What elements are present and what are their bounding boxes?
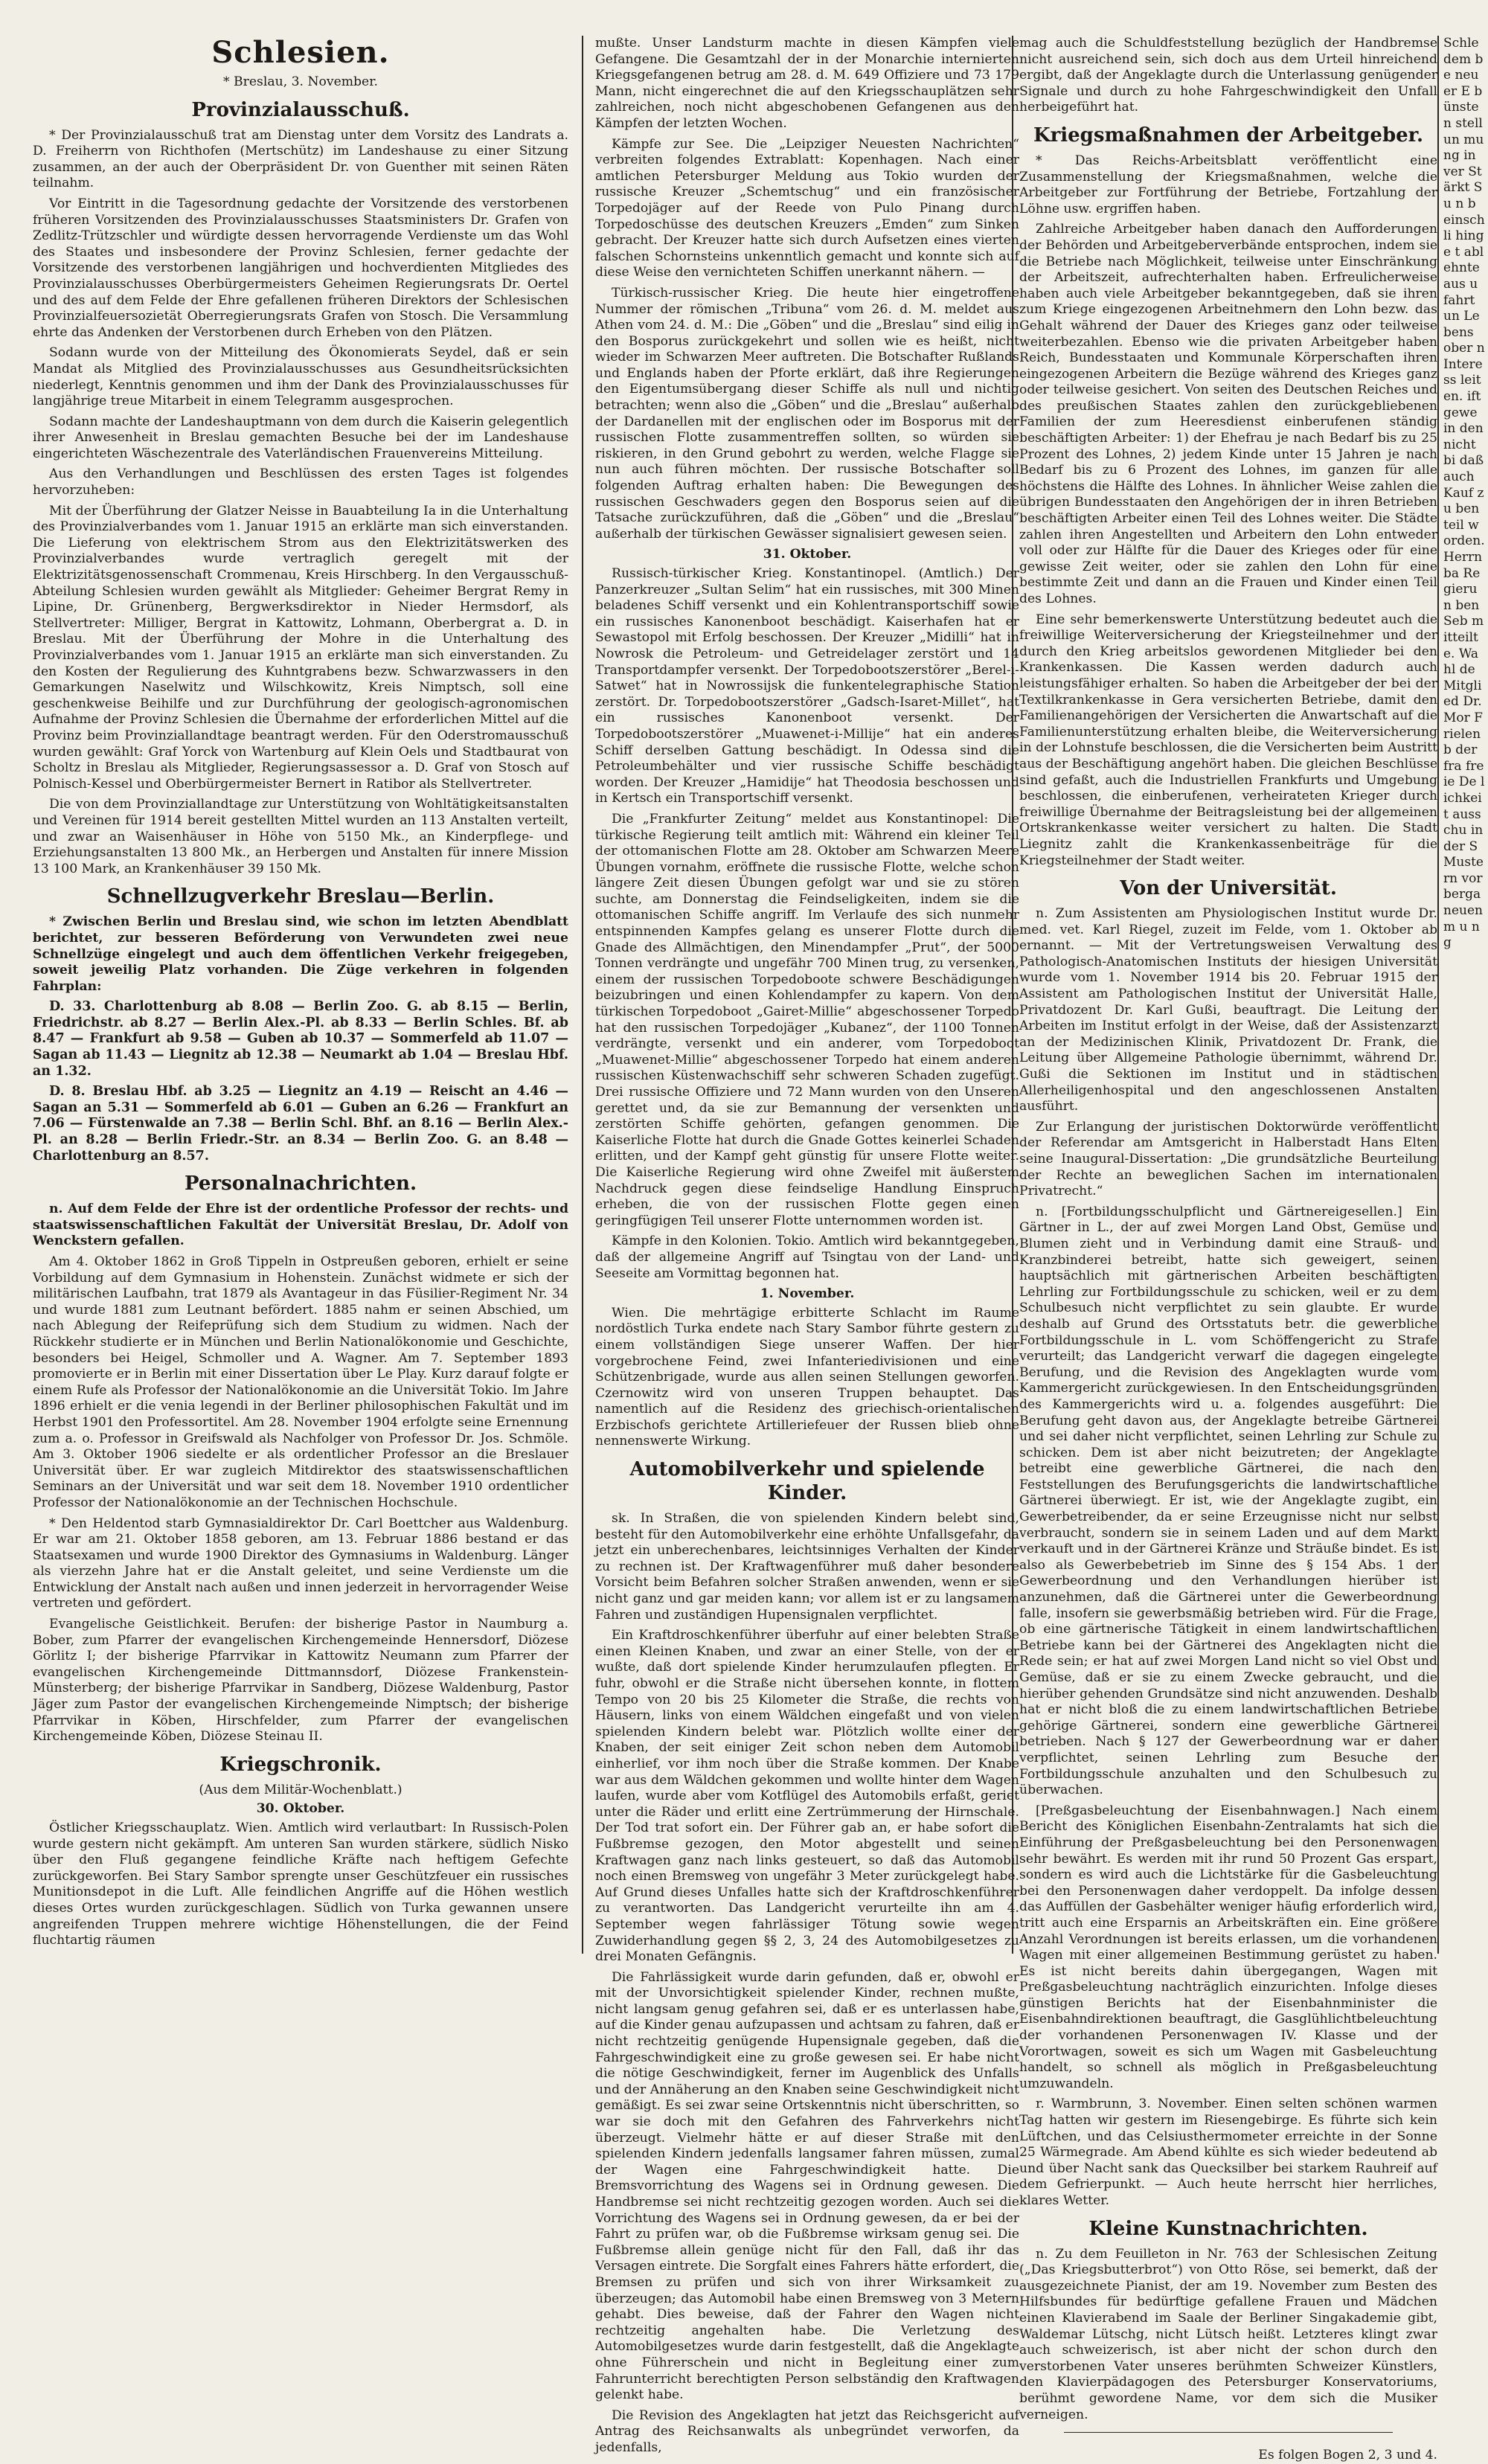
- dateline: * Breslau, 3. November.: [222, 74, 379, 89]
- column-rule: [582, 36, 583, 1954]
- column-rule: [1437, 36, 1439, 1954]
- article-heading: Schnellzugverkehr Breslau—Berlin.: [106, 885, 495, 908]
- paragraph: * Den Heldentod starb Gymnasialdirektor Dr. Carl Boettcher aus Waldenburg. Er war am 21. Oktober 1858 geboren, am 13. Februar 1886 bestand er das Staatsexamen und wurde 1900 Direktor des Gymnasiums in Waldenburg. Länger als vierzehn Jahre hat er die Anstalt geleitet, und seine Verdienste um die Entwicklung der Anstalt nach außen und innen jederzeit in hervorragender Weise vertreten und gefördert.: [33, 1515, 568, 1611]
- paragraph: Die „Frankfurter Zeitung“ meldet aus Konstantinopel: Die türkische Regierung teilt amtlich mit: Während ein kleiner Teil der ottomanischen Flotte am 28. Oktober am Schwarzen Meere Übungen vornahm, eröffnete die russische Flotte, welche schon längere Zeit diesen Übungen gefolgt war und sie zu stören suchte, am Donnerstag die Feindseligkeiten, indem sie die ottomanischen Schiffe angriff. Im Verlaufe des sich nunmehr entspinnenden Kampfes gelang es unserer Flotte durch die Gnade des Allmächtigen, den Minendampfer „Prut“, der 5000 Tonnen verdrängte und ungefähr 700 Minen trug, zu versenken, einem der russischen Torpedoboote schwere Beschädigungen beizubringen und einen Kohlendampfer zu kapern. Von dem türkischen Torpedoboot „Gairet-Millie“ abgeschossener Torpedo hat den russischen Torpedojäger „Kubanez“, der 1100 Tonnen verdrängte, versenkt und ein anderer, vom Torpedoboot „Muawenet-Millie“ abgeschossener Torpedo hat einem anderen russischen Küstenwachschiff sehr schweren Schaden zugefügt. Drei russische Offiziere und 72 Mann wurden von den Unseren gerettet und, da sie zur Bemannung der versenkten und zerstörten Schiffe gehörten, gefangen genommen. Die Kaiserliche Flotte hat durch die Gnade Gottes keinerlei Schaden erlitten, und der Kampf geht günstig für unsere Flotte weiter. Die Kaiserliche Regierung wird ohne Zweifel mit äußerstem Nachdruck gegen diese feindselige Handlung Einspruch erheben, die von der russischen Flotte gegen einen geringfügigen Teil unserer Flotte unternommen worden ist.: [595, 811, 1019, 1228]
- paragraph: Kämpfe zur See. Die „Leipziger Neuesten Nachrichten“ verbreiten folgendes Extrablatt: Kopenhagen. Nach einer amtlichen Petersburger Meldung aus Tokio wurden der russische Kreuzer „Schemtschug“ und ein französischer Torpedojäger auf der Reede von Pulo Pinang durch Torpedoschüsse des deutschen Kreuzers „Emden“ zum Sinken gebracht. Der Kreuzer hatte sich durch Aufsetzen eines vierten falschen Schornsteins unkenntlich gemacht und konnte sich auf diese Weise den vernichteten Schiffen unerkannt nähern. —: [595, 136, 1019, 280]
- paragraph: Sodann machte der Landeshauptmann von dem durch die Kaiserin gelegentlich ihrer Anwesenheit in Breslau gemachten Besuche bei der im Landeshause eingerichteten Wäschezentrale des Vaterländischen Frauenvereins Mitteilung.: [33, 414, 568, 461]
- paragraph: Kämpfe in den Kolonien. Tokio. Amtlich wird bekanntgegeben, daß der allgemeine Angriff auf Tsingtau von der Land- und Seeseite am Vormittag begonnen hat.: [595, 1233, 1019, 1281]
- paragraph: r. Warmbrunn, 3. November. Einen selten schönen warmen Tag hatten wir gestern im Riesengebirge. Es führte sich kein Lüftchen, und das Celsiusthermometer erreichte in der Sonne 25 Wärmegrade. Am Abend kühlte es sich wieder bedeutend ab und über Nacht sank das Quecksilber bei starkem Rauhreif auf dem Gefrierpunkt. — Auch heute herrscht hier herrliches, klares Wetter.: [1019, 2096, 1437, 2208]
- source-line: (Aus dem Militär-Wochenblatt.): [199, 1782, 403, 1797]
- paragraph: mußte. Unser Landsturm machte in diesen Kämpfen viele Gefangene. Die Gesamtzahl der in der Monarchie internierten Kriegsgefangenen betrug am 28. d. M. 649 Offiziere und 73 179 Mann, nicht eingerechnet die auf den Kriegsschauplätzen sehr zahlreichen, noch nicht abgeschobenen Gefangenen aus den Kämpfen der letzten Wochen.: [595, 36, 1019, 131]
- article-heading: Provinzialausschuß.: [191, 98, 410, 121]
- date-heading: 30. Oktober.: [256, 1801, 345, 1817]
- train-schedule: D. 33. Charlottenburg ab 8.08 — Berlin Zoo. G. ab 8.15 — Berlin, Friedrichstr. ab 8.27 — Berlin Alex.-Pl. ab 8.33 — Berlin Schles. Bf. ab 8.47 — Frankfurt ab 9.58 — Guben ab 10.37 — Sommerfeld ab 11.07 — Sagan ab 11.43 — Liegnitz ab 12.38 — Neumarkt ab 1.04 — Breslau Hbf. an 1.32.: [33, 999, 568, 1079]
- paragraph: Ein Kraftdroschkenführer überfuhr auf einer belebten Straße einen Kleinen Knaben, und zwar an einer Stelle, von der er wußte, daß dort spielende Kinder herumzulaufen pflegten. Er fuhr, obwohl er die Straße nicht übersehen konnte, in flottem Tempo von 20 bis 25 Kilometer die Straße, die rechts von Häusern, links von einem Wäldchen eingefaßt und von vielen spielenden Kindern belebt war. Plötzlich wollte einer der Knaben, der seit einiger Zeit schon neben dem Automobil einherlief, vor ihm noch über die Straße kommen. Der Knabe war aus dem Wäldchen gekommen und wollte hinter dem Wagen laufen, wurde aber vom Kotflügel des Automobils erfaßt, geriet unter die Räder und erlitt eine Zertrümmerung der Hirnschale. Der Tod trat sofort ein. Der Führer gab an, er habe sofort die Fußbremse gezogen, den Motor abgestellt und seinen Kraftwagen ganz nach links gesteuert, so daß das Automobil noch einen Bremsweg von ungefähr 3 Meter zurückgelegt habe. Auf Grund dieses Unfalles hatte sich der Kraftdroschkenführer zu verantworten. Das Landgericht verurteilte ihn am 4. September wegen fahrlässiger Tötung sowie wegen Zuwiderhandlung gegen §§ 2, 3, 24 des Automobilgesetzes zu drei Monaten Gefängnis.: [595, 1628, 1019, 1965]
- paragraph: Zahlreiche Arbeitgeber haben danach den Aufforderungen der Behörden und Arbeitgeberverbände entsprochen, indem sie die Betriebe nach Möglichkeit, teilweise unter Einschränkung der Arbeitszeit, aufrechterhalten haben. Erfreulicherweise haben auch viele Arbeitgeber bekanntgegeben, daß sie ihren zum Kriege eingezogenen Arbeitnehmern den Lohn bezw. das Gehalt während der Dauer des Krieges ganz oder teilweise weiterbezahlen. Ebenso wie die privaten Arbeitgeber haben Reich, Bundesstaaten und Kommunale Körperschaften ihren eingezogenen Arbeitern die Bezüge während des Krieges ganz oder teilweise gesichert. Von seiten des Deutschen Reiches und des preußischen Staates zahlen den zurückgebliebenen Familien der zum Heeresdienst einberufenen ständig beschäftigten Arbeiter: 1) der Ehefrau je nach Bedarf bis zu 25 Prozent des Lohnes, 2) jedem Kinde unter 15 Jahren je nach Bedarf bis zu 6 Prozent des Lohnes, im ganzen für alle höchstens die Hälfte des Lohnes. In ähnlicher Weise zahlen die übrigen Bundesstaaten den Angehörigen der in ihren Betrieben beschäftigten Arbeiter einen Teil des Lohnes weiter. Die Städte zahlen ihren Angestellten und Arbeitern den Lohn entweder voll oder zur Hälfte für die Dauer des Krieges oder für eine gewisse Zeit weiter, oder sie zahlen den Lohn für eine bestimmte Zeit und dann an die Frauen und Kinder einen Teil des Lohnes.: [1019, 222, 1437, 606]
- paragraph: Sodann wurde von der Mitteilung des Ökonomierats Seydel, daß er sein Mandat als Mitglied des Provinzialausschusses aus Gesundheitsrücksichten niederlegt, Kenntnis genommen und ihm der Dank des Provinzialausschusses für langjährige treue Mitarbeit in einem Telegramm ausgesprochen.: [33, 345, 568, 409]
- paragraph: Am 4. Oktober 1862 in Groß Tippeln in Ostpreußen geboren, erhielt er seine Vorbildung auf dem Gymnasium in Hohenstein. Zunächst widmete er sich der militärischen Laufbahn, trat 1879 als Avantageur in das Füsilier-Regiment Nr. 34 und wurde 1881 zum Leutnant befördert. 1885 nahm er seinen Abschied, um nach Ablegung der Reifeprüfung sich dem Studium zu widmen. Nach der Rückkehr studierte er in München und Berlin Nationalökonomie und Geschichte, besonders bei Heigel, Schmoller und A. Wagner. Am 7. September 1893 promovierte er in Berlin mit einer Dissertation über Le Play. Kurz darauf folgte er einem Rufe als Professor der Nationalökonomie an die Universität Tokio. Im Jahre 1896 erhielt er die venia legendi in der Berliner philosophischen Fakultät und im Herbst 1901 den Professortitel. Am 28. November 1904 erfolgte seine Ernennung zum a. o. Professor in Greifswald als Nachfolger von Professor Dr. Jos. Schmöle. Am 3. Oktober 1906 siedelte er als ordentlicher Professor an die Breslauer Universität über. Er war zugleich Mitdirektor des staatswissenschaftlichen Seminars an der Universität und war seit dem 18. November 1910 ordentlicher Professor der Nationalökonomie an der Technischen Hochschule.: [33, 1254, 568, 1510]
- paragraph: Östlicher Kriegsschauplatz. Wien. Amtlich wird verlautbart: In Russisch-Polen wurde gestern nicht gekämpft. Am unteren San wurden stärkere, südlich Nisko über den Fluß gegangene feindliche Kräfte nach heftigem Gefechte zurückgeworfen. Bei Stary Sambor sprengte unser Geschützfeuer ein russisches Munitionsdepot in die Luft. Alle feindlichen Angriffe auf die Höhen westlich dieses Ortes wurden zurückgeschlagen. Südlich von Turka gewannen unsere angreifenden Truppen mehrere wichtige Höhenstellungen, die der Feind fluchtartig räumen: [33, 1820, 568, 1948]
- date-heading: 1. November.: [760, 1286, 855, 1302]
- paragraph: Die Fahrlässigkeit wurde darin gefunden, daß er, obwohl er mit der Unvorsichtigkeit spielender Kinder, rechnen mußte, nicht langsam genug gefahren sei, daß er es unterlassen habe, auf die Kinder genau aufzupassen und achtsam zu fahren, daß er nicht rechtzeitig genügende Hupensignale gegeben, daß die Fahrgeschwindigkeit eine zu große gewesen sei. Er habe nicht die nötige Geschwindigkeit, ferner im Augenblick des Unfalls und der Annäherung an den Knaben seine Geschwindigkeit nicht gemäßigt. Es sei zwar seine Ortskenntnis nicht überschritten, so war sie doch mit den Gefahren des Fahrverkehrs nicht überzeugt. Vielmehr hätte er auf dieser Straße mit den spielenden Kindern jedenfalls langsamer fahren müssen, zumal der Wagen eine Fahrgeschwindigkeit hatte. Die Bremsvorrichtung des Wagens sei in Ordnung gewesen. Die Handbremse sei nicht rechtzeitig gezogen worden. Auch sei die Vorrichtung des Wagens sei in Ordnung gewesen, da er bei der Fahrt zu prüfen war, ob die Fußbremse wirksam genug sei. Die Fußbremse allein genüge nicht für den Fall, daß ihr das Versagen eintrete. Die Sorgfalt eines Fahrers hätte erfordert, die Bremsen zu prüfen und sich von ihrer Wirksamkeit zu überzeugen; das Automobil habe einen Bremsweg von 3 Metern gehabt. Dies beweise, daß der Fahrer den Wagen nicht rechtzeitig angehalten habe. Die Verletzung des Automobilgesetzes wurde darin festgestellt, daß die Angeklagte ohne Führerschein und nicht in Begleitung einer zum Fahrunterricht berechtigten Person selbständig den Kraftwagen gelenkt habe.: [595, 1969, 1019, 2403]
- paragraph: Schle dem be neuer E bünsten stellun mung in ver Stärkt S u n b einschli hinge t ablehnte aus u fahrt un Lebens ober n Interess leiten. ift gewe in den nicht bi daß auch Kauf zu ben teil worden. Herrn ba Regierun ben Seb mitteilte. Wahl de Mitglied Dr. Mor Frielenb der fra freie De lichkeit ausschu in der S Mustern vorberga neuen m u n g: [1443, 36, 1485, 951]
- paragraph: mag auch die Schuldfeststellung bezüglich der Handbremse nicht ausreichend sein, sich doch aus dem Urteil hinreichend ergibt, daß der Angeklagte durch die Unterlassung genügender Signale und durch zu hohe Fahrgeschwindigkeit den Unfall herbeigeführt hat.: [1019, 36, 1437, 115]
- article-heading: Kriegschronik.: [219, 1753, 382, 1776]
- article-heading: Von der Universität.: [1120, 877, 1337, 900]
- paragraph: * Das Reichs-Arbeitsblatt veröffentlicht eine Zusammenstellung der Kriegsmaßnahmen, welche die Arbeitgeber zur Fortführung der Betriebe, Fortzahlung der Löhne usw. ergriffen haben.: [1019, 153, 1437, 216]
- paragraph: Zur Erlangung der juristischen Doktorwürde veröffentlicht der Referendar am Amtsgericht in Halberstadt Hans Elten seine Inaugural-Dissertation: „Die grundsätzliche Beurteilung der Rechte an beweglichen Sachen im internationalen Privatrecht.“: [1019, 1119, 1437, 1199]
- paragraph: Die Revision des Angeklagten hat jetzt das Reichsgericht auf Antrag des Reichsanwalts als unbegründet verworfen, da jedenfalls,: [595, 2407, 1019, 2455]
- paragraph: n. Auf dem Felde der Ehre ist der ordentliche Professor der rechts- und staatswissenschaftlichen Fakultät der Universität Breslau, Dr. Adolf von Wenckstern gefallen.: [33, 1201, 568, 1249]
- paragraph: [Preßgasbeleuchtung der Eisenbahnwagen.] Nach einem Bericht des Königlichen Eisenbahn-Zentralamts hat sich die Einführung der Preßgasbeleuchtung bei den Personenwagen sehr bewährt. Es werden mit ihr rund 50 Prozent Gas erspart, sondern es wird auch die Lichtstärke für die Gasbeleuchtung bei den Personenwagen daher verdoppelt. Da infolge dessen das Auffüllen der Gasbehälter weniger häufig erforderlich wird, tritt auch eine Ersparnis an Arbeitskräften ein. Eine größere Anzahl Verordnungen ist bereits erlassen, um die vorhandenen Wagen mit einer allgemeinen Bestimmung gerüstet zu haben. Es ist nicht bereits dahin übergegangen, Wagen mit Preßgasbeleuchtung nachträglich einzurichten. Infolge dieses günstigen Berichts hat der Eisenbahnminister die Eisenbahndirektionen beauftragt, die Gasglühlichtbeleuchtung der vorhandenen Personenwagen IV. Klasse und der Vorortwagen, soweit es sich um Wagen mit Gasbeleuchtung handelt, so schnell als möglich in Preßgasbeleuchtung umzuwandeln.: [1019, 1803, 1437, 2091]
- paragraph: Aus den Verhandlungen und Beschlüssen des ersten Tages ist folgendes hervorzuheben:: [33, 466, 568, 498]
- paragraph: n. [Fortbildungsschulpflicht und Gärtnereigesellen.] Ein Gärtner in L., der auf zwei Morgen Land Obst, Gemüse und Blumen zieht und in Verbindung damit eine Strauß- und Kranzbinderei betreibt, hatte sich geweigert, seinen hauptsächlich mit gärtnerischen Arbeiten beschäftigten Lehrling zur Fortbildungsschule zu schicken, weil er zu dem Schulbesuch nicht verpflichtet zu sein glaubte. Er wurde deshalb auf Grund des Ortsstatuts betr. die gewerbliche Fortbildungsschule in L. vom Schöffengericht zu Strafe verurteilt; das Landgericht verwarf die dagegen eingelegte Berufung, und die Revision des Angeklagten wurde vom Kammergericht zurückgewiesen. In den Entscheidungsgründen des Kammergerichts wird u. a. folgendes ausgeführt: Die Berufung geht davon aus, der Angeklagte betreibe Gärtnerei und sei daher nicht verpflichtet, seinen Lehrling zur Schule zu schicken. Dem ist aber nicht beizutreten; der Angeklagte betreibt eine gewerbliche Gärtnerei, die nach den Feststellungen des Berufungsgerichts die landwirtschaftliche Gärtnerei überwiegt. Er ist, wie der Angeklagte zugibt, ein Gewerbetreibender, da er seine Erzeugnisse nicht nur selbst verbraucht, sondern sie in seinem Laden und auf dem Markt verkauft und in der Gärtnerei Kränze und Sträuße bindet. Es ist also als Gewerbebetrieb im Sinne des § 154 Abs. 1 der Gewerbeordnung und den Verhandlungen hierüber ist anzunehmen, daß die Gärtnerei unter die Gewerbeordnung falle, insofern sie gewerbsmäßig betrieben wird. Für die Frage, ob eine gärtnerische Tätigkeit in einem landwirtschaftlichen Betriebe kann bei der Gärtnerei des Angeklagten nicht die Rede sein; er hat auf zwei Morgen Land nicht so viel Obst und Gemüse, daß er sie zu einem Zwecke gebraucht, und die hierüber gehenden Grundsätze sind nicht anzuwenden. Deshalb hat er nicht bloß die zu einem landwirtschaftlichen Betriebe gehörige Gärtnerei, sondern eine gewerbliche Gärtnerei betrieben. Nach § 127 der Gewerbeordnung war er daher verpflichtet, seinen Lehrling zum Besuche der Fortbildungsschule anzuhalten und den Schulbesuch zu überwachen.: [1019, 1204, 1437, 1798]
- continuation-note: Es folgen Bogen 2, 3 und 4.: [1258, 2448, 1437, 2463]
- article-heading: Personalnachrichten.: [185, 1172, 417, 1196]
- paragraph: Mit der Überführung der Glatzer Neisse in Bauabteilung Ia in die Unterhaltung des Provinzialverbandes vom 1. Januar 1915 an erklärte man sich einverstanden. Die Lieferung von elektrischem Strom aus den Elektrizitätswerken des Provinzialverbandes wurde vertraglich geregelt mit der Elektrizitätsgenossenschaft Crommenau, Kreis Hirschberg. In den Vergausschuß-Abteilung Schlesien wurden gewählt als Mitglieder: Geheimer Bergrat Remy in Lipine, Dr. Grünenberg, Bergwerksdirektor in Nieder Hermsdorf, als Stellvertreter: Milliger, Bergrat in Kattowitz, Lohmann, Oberbergrat a. D. in Breslau. Mit der Überführung der Mohre in die Unterhaltung des Provinzialverbandes vom 1. Januar 1915 an erklärte man sich einverstanden. Zu den Kosten der Regulierung des Kuhntgrabens bezw. Schwarzwassers in den Gemarkungen Naselwitz und Wilschkowitz, Kreis Nimptsch, soll eine geschenkweise Beihilfe und zur Durchführung der geologisch-agronomischen Aufnahme der Provinz Schlesien die Übernahme der erforderlichen Mittel auf die Provinz beim Provinziallandtage beantragt werden. Für den Oderstromausschuß wurden gewählt: Graf Yorck von Wartenburg auf Klein Oels und Stadtbaurat von Scholtz in Breslau als Mitglieder, Regierungsassessor a. D. Graf von Stosch auf Polnisch-Kessel und Oberbürgermeister Bernert in Ratibor als Stellvertreter.: [33, 503, 568, 792]
- column-3: [1019, 36, 1437, 2463]
- paragraph: Russisch-türkischer Krieg. Konstantinopel. (Amtlich.) Der Panzerkreuzer „Sultan Selim“ hat ein russisches, mit 300 Minen beladenes Schiff versenkt und ein Kohlentransportschiff sowie ein russisches Kanonenboot beschädigt. Kaiserhafen hat er Sewastopol mit Erfolg beschossen. Der Kreuzer „Midilli“ hat in Nowrosk die Petroleum- und Getreidelager zerstört und 14 Transportdampfer versenkt. Der Torpedobootszerstörer „Berel-i-Satwet“ hat in Nowrossijsk die funkentelegraphische Station zerstört. Dr. Torpedobootszerstörer „Gadsch-Isaret-Millet“, hat ein russisches Kanonenboot versenkt. Der Torpedobootszerstörer „Muawenet-i-Millije“ hat ein anderes Schiff derselben Gattung beschädigt. In Odessa sind die Petroleumbehälter und vier russische Schiffe beschädigt worden. Der Kreuzer „Hamidije“ hat Theodosia beschossen und in Kertsch ein Transportschiff versenkt.: [595, 566, 1019, 806]
- train-schedule: D. 8. Breslau Hbf. ab 3.25 — Liegnitz an 4.19 — Reischt an 4.46 — Sagan an 5.31 — Sommerfeld ab 6.01 — Guben an 6.26 — Frankfurt an 7.06 — Fürstenwalde an 7.38 — Berlin Schl. Bhf. an 8.16 — Berlin Alex.-Pl. an 8.28 — Berlin Friedr.-Str. an 8.34 — Berlin Zoo. G. an 8.48 — Charlottenburg an 8.57.: [33, 1084, 568, 1164]
- paragraph: n. Zu dem Feuilleton in Nr. 763 der Schlesischen Zeitung („Das Kriegsbutterbrot“) von Otto Röse, sei bemerkt, daß der ausgezeichnete Pianist, der am 19. November zum Besten des Hilfsbundes für bedürftige gefallene Frauen und Mädchen einen Klavierabend im Saale der Berliner Singakademie gibt, Waldemar Lütschg, nicht Lütsch heißt. Letzteres klingt zwar auch schweizerisch, ist aber nicht der schon durch den verstorbenen Vater unseres berühmten Schweizer Künstlers, den Klavierpädagogen des Petersburger Konservatoriums, berühmt gewordene Name, vor dem sich die Musiker verneigen.: [1019, 2246, 1437, 2422]
- paragraph: Wien. Die mehrtägige erbitterte Schlacht im Raume nordöstlich Turka endete nach Stary Sambor führte gestern zu einem vollständigen Siege unserer Waffen. Der hier vorgebrochene Feind, zwei Infanteriedivisionen und eine Schützenbrigade, wurde aus allen seinen Stellungen geworfen. Czernowitz wird von unseren Truppen behauptet. Das namentlich auf die Residenz des griechisch-orientalischen Erzbischofs gerichtete Artilleriefeuer der Russen blieb ohne nennenswerte Wirkung.: [595, 1305, 1019, 1449]
- paragraph: sk. In Straßen, die von spielenden Kindern belebt sind, besteht für den Automobilverkehr eine erhöhte Unfallsgefahr, da jetzt ein unberechenbares, leichtsinniges Verhalten der Kinder zu rechnen ist. Der Kraftwagenführer muß daher besondere Vorsicht beim Befahren solcher Straßen anwenden, wenn er sie nicht ganz und gar meiden kann; vor allem ist er zu langsamem Fahren und zuständigen Hupensignalen verpflichtet.: [595, 1511, 1019, 1623]
- paragraph: Vor Eintritt in die Tagesordnung gedachte der Vorsitzende des verstorbenen früheren Vorsitzenden des Provinzialausschusses Staatsministers Dr. Grafen von Zedlitz-Trützschler und würdigte dessen hervorragende Verdienste um das Wohl des Staates und insbesondere der Provinz Schlesien, ferner gedachte der Vorsitzende des verstorbenen langjährigen und hochverdienten Mitgliedes des Provinzialausschusses Oberbürgermeisters Geheimen Regierungsrats Dr. Oertel und des auf dem Felde der Ehre gefallenen früheren Direktors der Schlesischen Provinzialfeuersozietät Oberregierungsrats Grafen von Stosch. Die Versammlung ehrte das Andenken der Verstorbenen durch Erheben von den Plätzen.: [33, 196, 568, 340]
- divider: [1064, 2432, 1393, 2433]
- paragraph: n. Zum Assistenten am Physiologischen Institut wurde Dr. med. vet. Karl Riegel, zuzeit im Felde, vom 1. Oktober ab ernannt. — Mit der Vertretungsweisen Verwaltung des Pathologisch-Anatomischen Instituts der hiesigen Universität wurde vom 1. November 1914 bis 20. Februar 1915 der Assistent am Pathologischen Institut der Universität Halle, Privatdozent Dr. Karl Gußi, beauftragt. Die Leitung der Arbeiten im Institut erfolgt in der Weise, daß der Assistenzarzt an der Medizinischen Klinik, Privatdozent Dr. Frank, die Leitung über Allgemeine Pathologie übernimmt, während Dr. Gußi die Sektionen im Institut und in städtischen Allerheiligenhospital und den angeschlossenen Anstalten ausführt.: [1019, 906, 1437, 1114]
- article-heading: Kleine Kunstnachrichten.: [1088, 2217, 1368, 2240]
- column-1: [33, 36, 568, 1954]
- column-2: [595, 36, 1019, 2455]
- article-heading: Automobilverkehr und spielende Kinder.: [629, 1458, 985, 1505]
- section-title: Schlesien.: [211, 35, 390, 70]
- date-heading: 31. Oktober.: [763, 547, 852, 562]
- column-4-fragment: [1443, 36, 1485, 1954]
- paragraph: Die von dem Provinziallandtage zur Unterstützung von Wohltätigkeitsanstalten und Vereinen für 1914 bereit gestellten Mittel wurden an 113 Anstalten verteilt, und zwar an Waisenhäuser in Höhe von 5150 Mk., an Kinderpflege- und Erziehungsanstalten 13 800 Mk., an Herbergen und Anstalten für innere Mission 13 100 Mark, an Krankenhäuser 39 150 Mk.: [33, 797, 568, 876]
- paragraph: * Zwischen Berlin und Breslau sind, wie schon im letzten Abendblatt berichtet, zur besseren Beförderung von Verwundeten zwei neue Schnellzüge eingelegt und auch dem öffentlichen Verkehr freigegeben, soweit jeweilig Platz vorhanden. Die Züge verkehren in folgenden Fahrplan:: [33, 914, 568, 994]
- article-heading: Kriegsmaßnahmen der Arbeitgeber.: [1033, 123, 1424, 147]
- paragraph: * Der Provinzialausschuß trat am Dienstag unter dem Vorsitz des Landrats a. D. Freiherrn von Richthofen (Mertschütz) im Landeshause zu einer Sitzung zusammen, an der auch der Oberpräsident Dr. von Guenther mit seinen Räten teilnahm.: [33, 127, 568, 191]
- paragraph: Eine sehr bemerkenswerte Unterstützung bedeutet auch die freiwillige Weiterversicherung der Kriegsteilnehmer und der durch den Krieg arbeitslos gewordenen Mitglieder bei den Krankenkassen. Die Kassen werden dadurch auch leistungsfähiger erhalten. So haben die Arbeitgeber der bei der Textilkrankenkasse in Gera versicherten Betriebe, damit den Familienangehörigen der Versicherten die Anwartschaft auf die Familienunterstützung erhalten bleibe, die Weiterversicherung in der Lohnstufe beschlossen, die die Versicherten beim Austritt aus der Beschäftigung angehört haben. Die gleichen Beschlüsse sind gefaßt, auch die Industriellen Frankfurts und Umgebung beschlossen, die einberufenen, verheirateten Krieger durch freiwillige Übernahme der Beitragsleistung bei der allgemeinen Ortskrankenkasse weiter versichert zu halten. Die Stadt Liegnitz zahlt die Krankenkassenbeiträge für die Kriegsteilnehmer der Stadt weiter.: [1019, 612, 1437, 868]
- paragraph: Evangelische Geistlichkeit. Berufen: der bisherige Pastor in Naumburg a. Bober, zum Pfarrer der evangelischen Kirchengemeinde Hennersdorf, Diözese Görlitz I; der bisherige Pfarrvikar in Kattowitz Neumann zum Pfarrer der evangelischen Kirchengemeinde Dittmannsdorf, Diözese Frankenstein-Münsterberg; der bisherige Pfarrvikar in Sandberg, Diözese Waldenburg, Pastor Jäger zum Pastor der evangelischen Kirchengemeinde Nimptsch; der bisherige Pfarrvikar in Köben, Hirschfelder, zum Pfarrer der evangelischen Kirchengemeinde Köben, Diözese Steinau II.: [33, 1617, 568, 1745]
- paragraph: Türkisch-russischer Krieg. Die heute hier eingetroffene Nummer der römischen „Tribuna“ vom 26. d. M. meldet aus Athen vom 24. d. M.: Die „Göben“ und die „Breslau“ sind eilig in den Bosporus zurückgekehrt und sollen wie es heißt, nicht wieder im Schwarzen Meer auftreten. Die Botschafter Rußlands und Englands haben der Pforte erklärt, daß ihre Regierungen den Eigentumsübergang dieser Schiffe als null und nichtig betrachten; wenn also die „Göben“ und die „Breslau“ außerhalb der Dardanellen mit der englischen oder im Bosporus mit der russischen Flotte zusammentreffen sollten, so würden sie riskieren, in den Grund gebohrt zu werden, welche Flagge sie nun auch führen möchten. Der russische Botschafter soll folgenden Auftrag erhalten haben: Die Bewegungen des russischen Geschwaders gegen den Bosporus seien auf die Tatsache zurückzuführen, daß die „Göben“ und die „Breslau“ außerhalb der türkischen Gewässer signalisiert gewesen seien.: [595, 285, 1019, 542]
